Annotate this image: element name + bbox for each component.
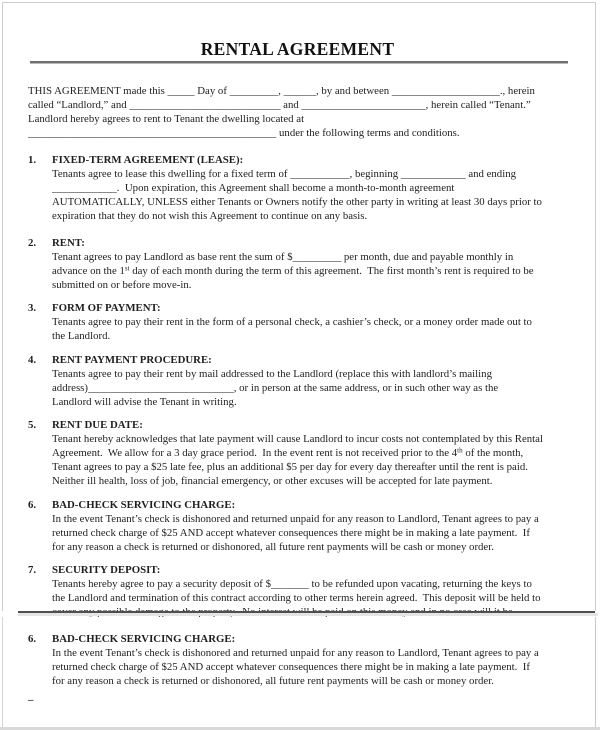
section-body-line: submitted on or before move-in.: [52, 278, 192, 291]
section-number: 5.: [28, 419, 37, 432]
section-body-line: the Landlord.: [52, 330, 111, 343]
section-6-repeat: [28, 632, 567, 688]
sections-page1: [28, 153, 567, 620]
section-body-line: Tenant agrees to pay Landlord as base rent the sum of $_________ per month, due and payable monthly in: [52, 250, 514, 263]
section-body-line: Neither ill health, loss of job, financial emergency, or other excuses will be accepted for late payment.: [52, 475, 493, 488]
section-heading: RENT DUE DATE:: [52, 419, 143, 432]
intro-line: called “Landlord,” and ____________________________ and _______________________, herein called “Tenant.”: [28, 98, 531, 111]
page-break-shadow: [18, 613, 598, 616]
section-number: 6.: [28, 633, 37, 645]
section-number: 1.: [28, 153, 37, 166]
sections-page2: [28, 632, 567, 688]
section-number: 3.: [28, 302, 37, 315]
section-body-line: returned check charge of $25 AND accept whatever consequences there might be in making a late payment. If: [52, 661, 530, 673]
footer-dash-mark: –: [28, 694, 34, 706]
section-body-line: AUTOMATICALLY, UNLESS either Tenants or Owners notify the other party in writing at least 30 days prior to: [52, 195, 542, 208]
intro-line: ______________________________________________ under the following terms and conditions.: [28, 126, 460, 139]
section-3: [28, 301, 567, 343]
section-2: [28, 236, 567, 292]
section-number: 7.: [28, 564, 37, 577]
section-body-line: for any reason a check is returned or dishonored, all future rent payments will be cash or money order.: [52, 675, 494, 687]
section-body-line: Tenants agree to pay their rent in the form of a personal check, a cashier’s check, or a money order made out to: [52, 316, 532, 329]
section-body-line: for any reason a check is returned or dishonored, all future rent payments will be cash or money order.: [52, 540, 494, 553]
section-number: 6.: [28, 498, 37, 511]
section-number: 4.: [28, 353, 37, 366]
section-heading: FIXED-TERM AGREEMENT (LEASE):: [52, 153, 244, 166]
section-heading: SECURITY DEPOSIT:: [52, 564, 161, 577]
section-body-line: Tenants agree to pay their rent by mail addressed to the Landlord (replace this with landlord’s mailing: [52, 367, 492, 380]
section-number: 2.: [28, 236, 37, 249]
intro-paragraph: [28, 84, 567, 140]
page-2: [2, 617, 596, 727]
title-rule: [30, 61, 568, 64]
intro-line: Landlord hereby agrees to rent to Tenant the dwelling located at: [28, 112, 305, 125]
section-6: [28, 498, 567, 554]
section-heading: BAD-CHECK SERVICING CHARGE:: [52, 498, 236, 511]
section-heading: FORM OF PAYMENT:: [52, 302, 161, 315]
section-body-line: Tenant agrees to pay a $25 late fee, plus an additional $5 per day for every day thereafter until the rent is paid.: [52, 461, 528, 474]
section-body-line: address)___________________________, or in person at the same address, or in such other way as the: [52, 381, 499, 394]
section-body-line: Agreement. We allow for a 3 day grace period. In the event rent is not received prior to the 4th of the month,: [52, 446, 524, 460]
intro-line: THIS AGREEMENT made this _____ Day of _________, ______, by and between ____________________., herein: [28, 84, 535, 97]
section-body-line: returned check charge of $25 AND accept whatever consequences there might be in making a late payment. If: [52, 526, 530, 539]
section-body-line: the Landlord and termination of this contract according to other terms herein agreed. This deposit will be held to: [52, 592, 541, 605]
section-body-line: Tenant hereby acknowledges that late payment will cause Landlord to incur costs not contemplated by this Rental: [52, 433, 543, 446]
section-body-line: Landlord will advise the Tenant in writing.: [52, 395, 237, 408]
page-1: [2, 2, 596, 611]
section-body-line: In the event Tenant’s check is dishonored and returned unpaid for any reason to Landlord, Tenant agrees to pay a: [52, 512, 539, 525]
section-heading: RENT:: [52, 236, 85, 249]
section-heading: BAD-CHECK SERVICING CHARGE:: [52, 633, 236, 645]
document-title: RENTAL AGREEMENT: [200, 39, 395, 59]
section-5: [28, 418, 567, 488]
section-body-line: Tenants hereby agree to pay a security deposit of $_______ to be refunded upon vacating, returning the keys to: [52, 578, 532, 591]
section-body-line: ____________. Upon expiration, this Agreement shall become a month-to-month agreement: [52, 181, 455, 194]
section-1: [28, 153, 567, 223]
section-body-line: expiration that they do not wish this Agreement to continue on any basis.: [52, 209, 368, 222]
section-body-line: advance on the 1st day of each month during the term of this agreement. The first month’s rent is required to be: [52, 264, 534, 277]
section-heading: RENT PAYMENT PROCEDURE:: [52, 353, 212, 366]
section-4: [28, 353, 567, 409]
section-body-line: In the event Tenant’s check is dishonored and returned unpaid for any reason to Landlord, Tenant agrees to pay a: [52, 647, 539, 659]
section-body-line: Tenants agree to lease this dwelling for a fixed term of ___________, beginning ____________ and ending: [52, 167, 517, 180]
